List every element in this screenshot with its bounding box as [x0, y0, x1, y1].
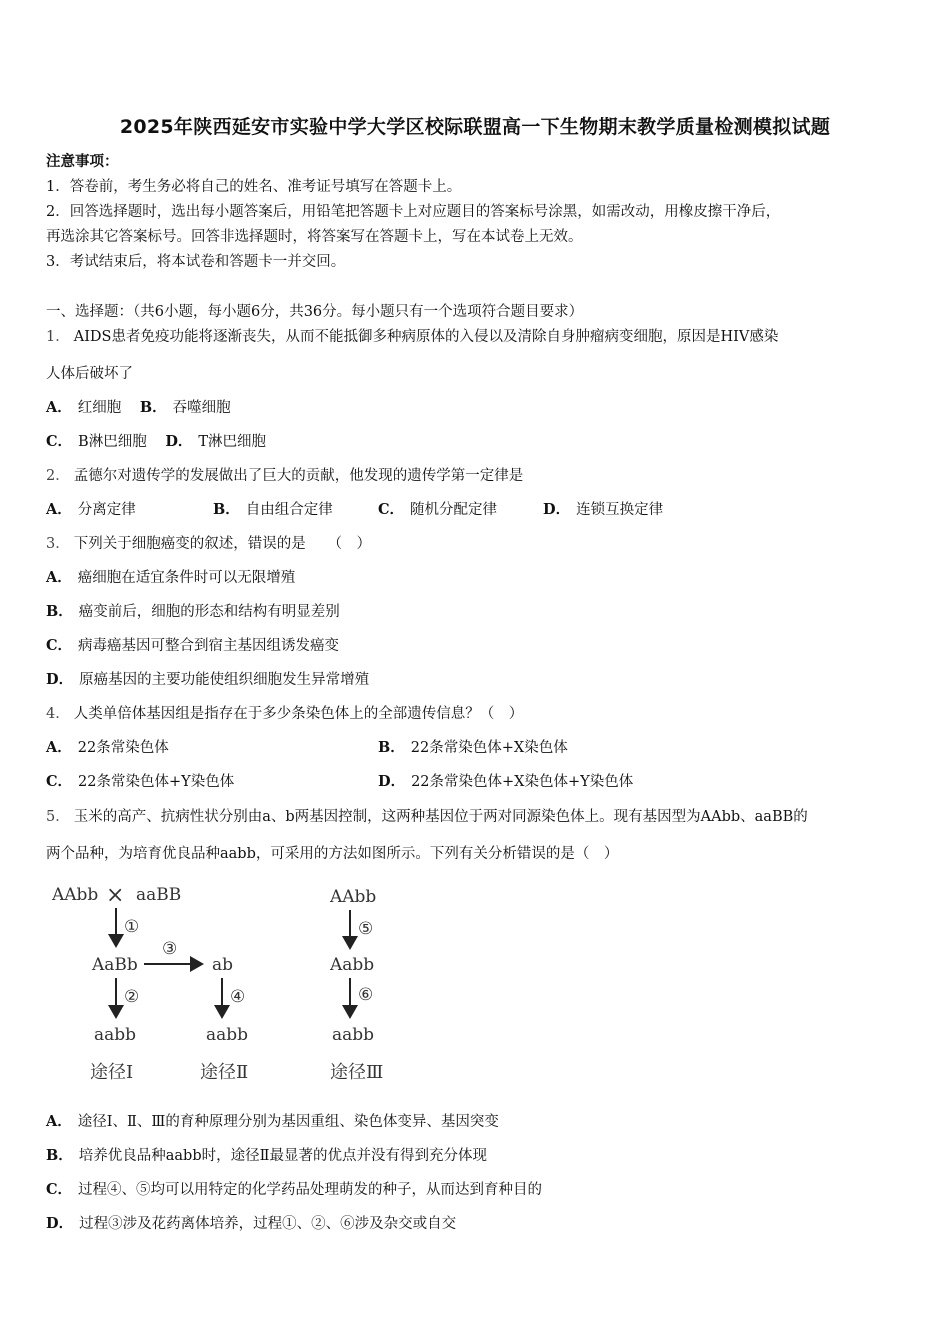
step-label-1: ①: [124, 917, 140, 937]
pathway-label-2: 途径Ⅱ: [200, 1062, 249, 1083]
parent-genotype-aabb: AAbb: [52, 885, 99, 905]
page-title: 2025年陕西延安市实验中学大学区校际联盟高一下生物期末教学质量检测模拟试题: [119, 116, 831, 138]
result-genotype-3: aabb: [332, 1025, 375, 1045]
f1-genotype: AaBb: [92, 955, 138, 975]
notice-item: 3．考试结束后，将本试卷和答题卡一并交回。: [46, 254, 346, 270]
notice-heading: 注意事项：: [46, 153, 119, 170]
pathway-label-1: 途径Ⅰ: [90, 1062, 134, 1083]
question-5-option-b: B． 培养优良品种aabb时，途径Ⅱ最显著的优点并没有得到充分体现: [46, 1147, 487, 1164]
question-4-option-a: A． 22条常染色体: [46, 739, 169, 756]
question-1-options-row2: C． B淋巴细胞 D． T淋巴细胞: [46, 433, 267, 450]
cross-symbol: ×: [106, 883, 125, 908]
question-4-option-b: B． 22条常染色体+X染色体: [378, 739, 568, 756]
question-text: AIDS患者免疫功能将逐渐丧失，从而不能抵御多种病原体的入侵以及清除自身肿瘤病变细胞，原因是HIV感染: [73, 329, 779, 345]
step-label-4: ④: [230, 987, 246, 1007]
question-1-stem: [46, 327, 778, 347]
notice-item: 2．回答选择题时，选出每小题答案后，用铅笔把答题卡上对应题目的答案标号涂黑，如需改动，用橡皮擦干净后，: [46, 204, 781, 220]
question-2-option-d: D． 连锁互换定律: [543, 501, 664, 518]
question-2-stem: 2． 孟德尔对遗传学的发展做出了巨大的贡献，他发现的遗传学第一定律是: [46, 468, 524, 484]
question-3-option-a: A． 癌细胞在适宜条件时可以无限增殖: [46, 569, 296, 586]
parent-genotype-path3: AAbb: [330, 887, 377, 907]
question-3-option-d: D． 原癌基因的主要功能使组织细胞发生异常增殖: [46, 671, 370, 688]
question-3-option-b: B． 癌变前后，细胞的形态和结构有明显差别: [46, 603, 340, 620]
question-3-stem: 3． 下列关于细胞癌变的叙述，错误的是 （ ）: [46, 536, 371, 552]
question-2-option-c: C． 随机分配定律: [378, 501, 498, 518]
parent-genotype-aabb-2: aaBB: [136, 885, 182, 905]
breeding-pathway-diagram: [40, 872, 430, 1092]
question-4-option-c: C． 22条常染色体+Y染色体: [46, 773, 235, 790]
notice-item: 再选涂其它答案标号。回答非选择题时，将答案写在答题卡上，写在本试卷上无效。: [46, 229, 583, 245]
question-4-option-d: D． 22条常染色体+X染色体+Y染色体: [378, 773, 634, 790]
mutant-genotype: Aabb: [330, 955, 375, 975]
pathway-label-3: 途径Ⅲ: [330, 1062, 384, 1083]
question-number: 1．: [46, 329, 70, 345]
step-label-5: ⑤: [358, 919, 374, 939]
question-5-option-d: D． 过程③涉及花药离体培养，过程①、②、⑥涉及杂交或自交: [46, 1215, 457, 1232]
question-5-option-a: A． 途径Ⅰ、Ⅱ、Ⅲ的育种原理分别为基因重组、染色体变异、基因突变: [46, 1113, 499, 1130]
question-5-option-c: C． 过程④、⑤均可以用特定的化学药品处理萌发的种子，从而达到育种目的: [46, 1181, 543, 1198]
result-genotype-2: aabb: [206, 1025, 249, 1045]
question-2-option-b: B． 自由组合定律: [213, 501, 333, 518]
section-heading: 一、选择题：（共6小题，每小题6分，共36分。每小题只有一个选项符合题目要求）: [46, 304, 584, 320]
question-5-stem-cont: 两个品种，为培育优良品种aabb，可采用的方法如图所示。下列有关分析错误的是（ ）: [46, 846, 619, 862]
step-label-6: ⑥: [358, 985, 374, 1005]
result-genotype-1: aabb: [94, 1025, 137, 1045]
step-label-2: ②: [124, 987, 140, 1007]
step-label-3: ③: [162, 939, 178, 959]
question-1-options-row1: A． 红细胞 B． 吞噬细胞: [46, 399, 231, 416]
notice-item: 1．答卷前，考生务必将自己的姓名、准考证号填写在答题卡上。: [46, 179, 462, 195]
gamete-genotype: ab: [212, 955, 234, 975]
question-5-stem: 5． 玉米的高产、抗病性状分别由a、b两基因控制，这两种基因位于两对同源染色体上。现有基因型为AAbb、aaBB的: [46, 809, 808, 825]
question-3-option-c: C． 病毒癌基因可整合到宿主基因组诱发癌变: [46, 637, 340, 654]
question-2-option-a: A． 分离定律: [46, 501, 136, 518]
question-1-stem-cont: 人体后破坏了: [46, 366, 133, 382]
question-4-stem: 4． 人类单倍体基因组是指存在于多少条染色体上的全部遗传信息？（ ）: [46, 706, 524, 722]
